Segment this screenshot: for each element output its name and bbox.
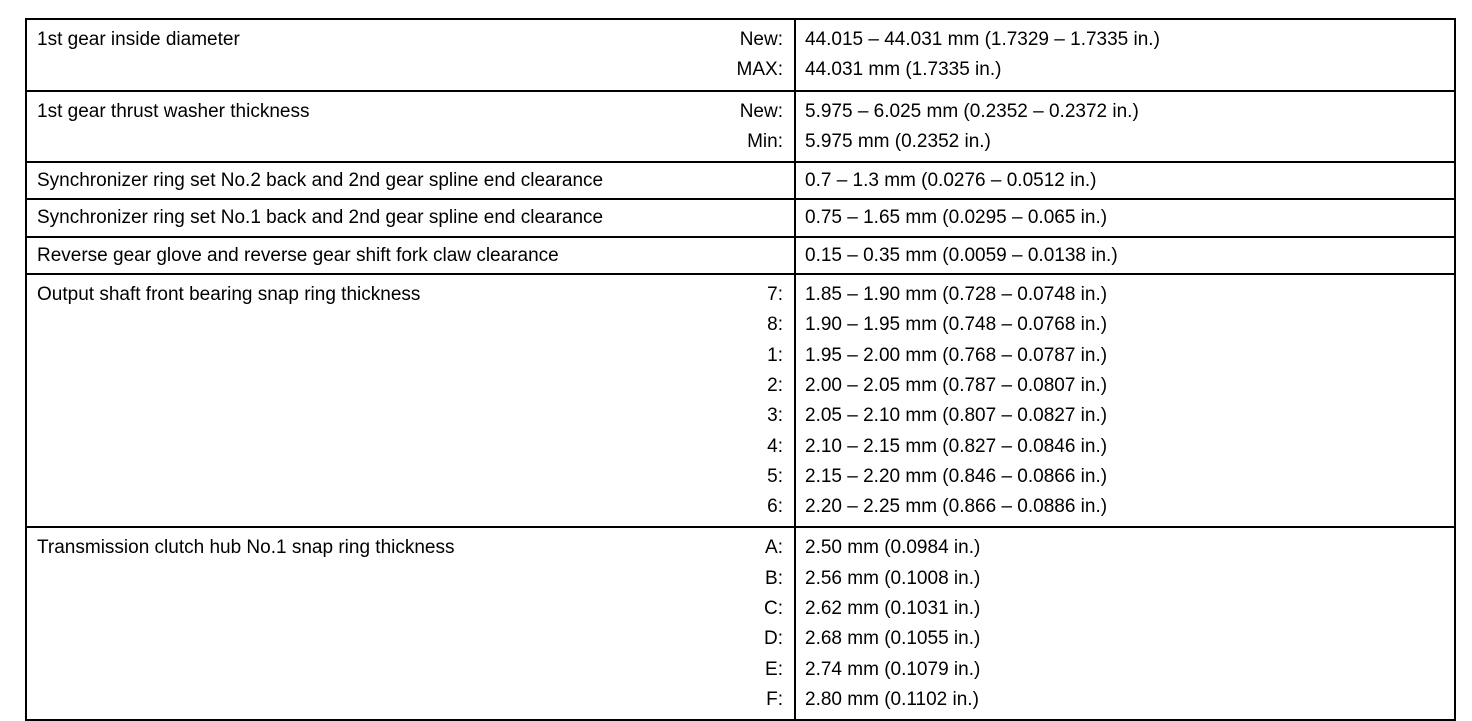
- spec-value-cell: [796, 275, 1454, 526]
- spec-row: [27, 20, 1454, 90]
- spec-item-cell: [27, 275, 796, 526]
- spec-item-name: 1st gear inside diameter: [37, 29, 240, 50]
- spec-condition-label: 3:: [767, 405, 783, 427]
- spec-value-cell: [796, 92, 1454, 162]
- spec-condition-label: New:: [739, 100, 783, 122]
- spec-item-cell: [27, 238, 796, 273]
- spec-row: [27, 273, 1454, 526]
- spec-item-name: Synchronizer ring set No.1 back and 2nd gear spline end clearance: [37, 207, 604, 229]
- spec-value: 44.015 – 44.031 mm (1.7329 – 1.7335 in.): [805, 29, 1160, 50]
- spec-row: [27, 198, 1454, 235]
- spec-condition-label: 7:: [767, 284, 783, 306]
- spec-item-name: Reverse gear glove and reverse gear shift fork claw clearance: [37, 244, 559, 266]
- spec-value: 2.05 – 2.10 mm (0.807 – 0.0827 in.): [805, 405, 1108, 427]
- spec-row: [27, 161, 1454, 198]
- spec-condition-label: 5:: [767, 465, 783, 487]
- spec-value: 44.031 mm (1.7335 in.): [805, 59, 1002, 81]
- spec-value: 2.62 mm (0.1031 in.): [805, 598, 981, 620]
- spec-value: 2.74 mm (0.1079 in.): [805, 658, 981, 680]
- spec-condition-label: 1:: [767, 344, 783, 366]
- spec-value: 1.85 – 1.90 mm (0.728 – 0.0748 in.): [805, 284, 1108, 306]
- spec-condition-label: A:: [765, 537, 783, 559]
- spec-row: [27, 236, 1454, 273]
- spec-condition-label: C:: [764, 598, 783, 620]
- spec-condition-label: 8:: [767, 314, 783, 336]
- spec-condition-labels: [740, 97, 783, 158]
- spec-item-cell: [27, 92, 796, 162]
- spec-value: 2.00 – 2.05 mm (0.787 – 0.0807 in.): [805, 374, 1108, 396]
- spec-value-cell: [796, 238, 1454, 273]
- spec-value: 2.15 – 2.20 mm (0.846 – 0.0866 in.): [805, 465, 1108, 487]
- spec-item-name: Transmission clutch hub No.1 snap ring thickness: [37, 537, 455, 559]
- spec-value: 1.95 – 2.00 mm (0.768 – 0.0787 in.): [805, 344, 1108, 366]
- spec-item-cell: [27, 200, 796, 235]
- spec-item-name: Output shaft front bearing snap ring thickness: [37, 284, 421, 306]
- spec-value: 2.80 mm (0.1102 in.): [805, 688, 979, 710]
- spec-value: 2.20 – 2.25 mm (0.866 – 0.0886 in.): [805, 496, 1108, 518]
- spec-value-cell: [796, 528, 1454, 719]
- spec-condition-label: B:: [765, 567, 783, 589]
- specification-table: [25, 18, 1456, 721]
- spec-condition-label: 6:: [767, 496, 783, 518]
- spec-value-cell: [796, 163, 1454, 198]
- spec-condition-labels: [764, 533, 783, 715]
- spec-value-cell: [796, 20, 1454, 90]
- spec-item-cell: [27, 20, 796, 90]
- spec-condition-labels: [767, 280, 783, 522]
- spec-value: 0.75 – 1.65 mm (0.0295 – 0.065 in.): [805, 207, 1108, 229]
- spec-value: 2.68 mm (0.1055 in.): [805, 628, 981, 650]
- spec-value: 2.10 – 2.15 mm (0.827 – 0.0846 in.): [805, 435, 1108, 457]
- spec-condition-label: 2:: [767, 374, 783, 396]
- spec-value: 0.7 – 1.3 mm (0.0276 – 0.0512 in.): [805, 170, 1097, 192]
- spec-condition-label: MAX:: [736, 59, 783, 81]
- spec-row: [27, 526, 1454, 719]
- spec-condition-label: E:: [765, 658, 783, 680]
- spec-value: 1.90 – 1.95 mm (0.748 – 0.0768 in.): [805, 314, 1108, 336]
- spec-item-cell: [27, 163, 796, 198]
- spec-value: 5.975 – 6.025 mm (0.2352 – 0.2372 in.): [805, 100, 1139, 122]
- spec-condition-label: New:: [739, 29, 783, 50]
- spec-value: 2.50 mm (0.0984 in.): [805, 537, 981, 559]
- spec-condition-label: Min:: [747, 130, 783, 152]
- spec-value-cell: [796, 200, 1454, 235]
- spec-item-cell: [27, 528, 796, 719]
- spec-condition-labels: [737, 25, 783, 86]
- spec-item-name: Synchronizer ring set No.2 back and 2nd gear spline end clearance: [37, 170, 604, 192]
- spec-value: 2.56 mm (0.1008 in.): [805, 567, 981, 589]
- spec-value: 0.15 – 0.35 mm (0.0059 – 0.0138 in.): [805, 244, 1118, 266]
- spec-condition-label: F:: [766, 688, 783, 710]
- spec-row: [27, 90, 1454, 162]
- spec-item-name: 1st gear thrust washer thickness: [37, 100, 310, 122]
- spec-condition-label: 4:: [767, 435, 783, 457]
- spec-value: 5.975 mm (0.2352 in.): [805, 130, 991, 152]
- spec-condition-label: D:: [764, 628, 783, 650]
